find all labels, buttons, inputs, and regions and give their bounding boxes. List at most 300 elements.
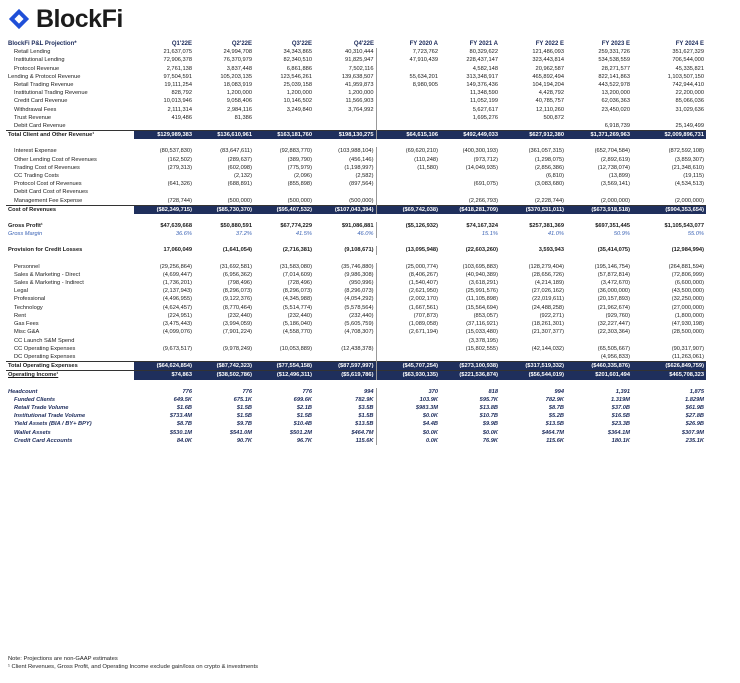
table-cell: 5,627,617: [472, 106, 498, 113]
table-cell: (1,198,997): [344, 164, 374, 171]
table-cell: 97,504,591: [163, 73, 192, 80]
table-cell: (2,716,381): [282, 247, 312, 254]
table-cell: 1,200,000: [348, 90, 374, 97]
table-cell: ($77,554,158): [254, 362, 314, 371]
table-cell: [254, 188, 314, 196]
table-cell: (9,673,517): [162, 345, 192, 352]
opex-row: [6, 295, 706, 303]
table-cell: 149,376,436: [466, 82, 498, 89]
table-cell: 25,149,499: [675, 123, 704, 130]
table-cell: (14,049,935): [465, 164, 498, 171]
table-cell: (2,892,619): [600, 156, 630, 163]
table-cell: (25,991,576): [465, 288, 498, 295]
table-cell: (232,440): [227, 312, 252, 319]
pl-projection-table: [6, 40, 706, 445]
table-cell: (2,132): [233, 173, 252, 180]
provision-row: [6, 246, 706, 254]
table-cell: 47,910,439: [376, 56, 440, 64]
revenue-row: [6, 81, 706, 89]
table-title: BlockFi P&L Projection*: [8, 41, 77, 47]
metric-row: [6, 437, 706, 445]
table-cell: 123,546,261: [280, 73, 312, 80]
table-cell: 3,593,943: [538, 247, 564, 254]
table-cell: [134, 172, 194, 180]
table-cell: [376, 230, 440, 238]
table-cell: 72,906,378: [163, 57, 192, 64]
revenue-row: [6, 114, 706, 122]
row-label: Sales & Marketing - Direct: [14, 271, 81, 278]
table-cell: (8,296,073): [344, 288, 374, 295]
table-cell: (128,279,404): [528, 263, 564, 270]
metric-row: [6, 388, 706, 396]
table-cell: 1,200,000: [286, 90, 312, 97]
table-cell: ($63,930,135): [376, 371, 440, 380]
table-cell: $983.3M: [376, 404, 440, 412]
table-cell: $4.4B: [376, 420, 440, 428]
table-cell: $37.0B: [611, 404, 630, 411]
table-cell: (21,348,610): [671, 164, 704, 171]
table-cell: (13,095,948): [376, 246, 440, 254]
table-cell: [376, 65, 440, 73]
row-label: Yield Assets (BIA / BY+ BPY): [14, 421, 92, 428]
table-cell: [314, 337, 376, 345]
table-cell: ($460,335,876): [566, 362, 632, 371]
row-label: Credit Card Revenue: [14, 98, 68, 105]
row-label: Funded Clients: [14, 396, 56, 403]
table-cell: [376, 197, 440, 206]
row-label: Trading Cost of Revenues: [14, 164, 80, 171]
table-cell: (4,534,513): [674, 181, 704, 188]
table-cell: 534,538,559: [598, 57, 630, 64]
table-cell: $5.2B: [548, 413, 564, 420]
opex-row: [6, 328, 706, 336]
table-cell: 76,370,979: [223, 57, 252, 64]
table-cell: 180.1K: [611, 437, 630, 444]
gross-margin-row: [6, 230, 706, 238]
column-header: FY 2023 E: [601, 41, 630, 47]
table-cell: 19,111,254: [164, 82, 192, 89]
table-cell: (728,744): [167, 197, 192, 204]
table-cell: 828,792: [171, 90, 192, 97]
spacer-row: [6, 255, 706, 263]
table-cell: (195,146,754): [594, 263, 630, 270]
table-cell: 11,348,590: [469, 90, 498, 97]
table-cell: (21,962,674): [597, 304, 630, 311]
row-label: Headcount: [8, 388, 38, 395]
table-cell: [566, 337, 632, 345]
table-cell: $13.5B: [545, 421, 564, 428]
table-cell: 7,723,762: [376, 48, 440, 56]
table-cell: 351,627,329: [672, 49, 704, 56]
table-cell: ($56,544,019): [500, 371, 566, 380]
table-cell: (27,000,000): [671, 304, 704, 311]
table-cell: ($904,353,654): [632, 205, 706, 214]
table-cell: (92,883,770): [279, 148, 312, 155]
table-cell: [376, 345, 440, 353]
table-cell: [254, 122, 314, 131]
table-cell: 41.5%: [295, 231, 312, 238]
opex-row: [6, 353, 706, 362]
brand-header: [8, 4, 123, 34]
table-cell: 3,249,840: [286, 106, 312, 113]
column-header: Q3'22E: [291, 41, 312, 47]
table-cell: (13,899): [608, 173, 630, 180]
table-cell: $13.5B: [355, 421, 374, 428]
table-cell: $541.0M: [229, 429, 252, 436]
table-cell: (2,000,000): [600, 197, 630, 204]
table-cell: (65,505,667): [597, 345, 630, 352]
table-cell: (872,592,108): [668, 148, 704, 155]
table-cell: (1,540,407): [376, 279, 440, 287]
table-cell: 34,343,865: [283, 49, 312, 56]
cost-row: [6, 188, 706, 196]
table-cell: (22,603,260): [465, 247, 498, 254]
table-cell: [376, 180, 440, 188]
table-cell: [500, 353, 566, 362]
table-cell: $364.1M: [607, 429, 630, 436]
revenue-row: [6, 56, 706, 64]
table-cell: (40,940,389): [465, 271, 498, 278]
table-cell: (6,600,000): [674, 280, 704, 287]
table-cell: 25,039,158: [283, 82, 312, 89]
table-cell: (289,637): [227, 156, 252, 163]
table-cell: [566, 188, 632, 196]
table-cell: 776: [302, 388, 312, 395]
revenue-row: [6, 122, 706, 131]
table-cell: 323,443,814: [532, 57, 564, 64]
table-cell: (5,514,774): [282, 304, 312, 311]
table-cell: (15,564,694): [465, 304, 498, 311]
table-cell: (9,108,671): [344, 247, 374, 254]
table-cell: (4,345,988): [282, 296, 312, 303]
table-cell: $1.5B: [236, 413, 252, 420]
table-cell: 1,391: [615, 388, 630, 395]
note-projections: Note: Projections are non-GAAP estimates: [8, 656, 118, 662]
table-cell: [314, 122, 376, 131]
table-cell: 1.319M: [611, 396, 630, 403]
row-label: Operating Income¹: [6, 371, 134, 380]
table-cell: (8,296,073): [222, 288, 252, 295]
table-cell: (12,984,994): [671, 247, 704, 254]
metric-row: [6, 420, 706, 428]
table-cell: 24,994,708: [223, 49, 252, 56]
table-cell: ($317,519,332): [500, 362, 566, 371]
row-label: Withdrawal Fees: [14, 106, 57, 113]
table-cell: $464.7M: [351, 429, 374, 436]
table-cell: 36.6%: [175, 231, 192, 238]
table-cell: $0.0K: [376, 412, 440, 420]
table-cell: (3,994,059): [222, 321, 252, 328]
metric-row: [6, 412, 706, 420]
table-cell: (2,000,000): [674, 197, 704, 204]
table-cell: [314, 353, 376, 362]
table-cell: (8,406,267): [376, 271, 440, 279]
table-cell: ($87,742,323): [194, 362, 254, 371]
table-cell: $1,371,269,963: [566, 131, 632, 140]
table-cell: (1,641,054): [222, 247, 252, 254]
table-cell: ($12,496,311): [254, 371, 314, 380]
table-cell: (389,790): [287, 156, 312, 163]
row-label: Other Lending Cost of Revenues: [14, 156, 97, 163]
table-cell: 55.0%: [687, 231, 704, 238]
table-cell: [632, 188, 706, 196]
table-cell: (31,583,080): [279, 263, 312, 270]
table-cell: ($273,100,938): [440, 362, 500, 371]
gross-profit-row: [6, 222, 706, 230]
table-cell: ($5,126,932): [376, 222, 440, 230]
table-cell: $201,601,494: [566, 371, 632, 380]
table-cell: $697,351,445: [595, 223, 630, 230]
table-cell: $61.9B: [685, 404, 704, 411]
column-header: FY 2021 A: [469, 41, 498, 47]
column-header: FY 2022 E: [535, 41, 564, 47]
table-cell: 4,582,148: [472, 65, 498, 72]
row-label: Gross Margin: [8, 231, 43, 238]
table-cell: (929,760): [605, 312, 630, 319]
table-cell: [566, 114, 632, 122]
table-cell: ($673,918,518): [566, 205, 632, 214]
table-cell: 12,110,260: [535, 106, 564, 113]
cost-row: [6, 156, 706, 164]
table-cell: (798,496): [227, 280, 252, 287]
row-label: Management Fee Expense: [14, 197, 83, 204]
opex-row: [6, 320, 706, 328]
table-cell: 91,825,947: [345, 57, 374, 64]
table-cell: (28,656,726): [531, 271, 564, 278]
table-cell: (25,000,774): [376, 263, 440, 271]
row-label: Professional: [14, 296, 46, 303]
table-cell: 46.0%: [357, 231, 374, 238]
table-cell: 649.5K: [173, 396, 192, 403]
table-cell: 776: [242, 388, 252, 395]
table-cell: $627,912,380: [500, 131, 566, 140]
table-cell: $1.5B: [358, 413, 374, 420]
table-cell: (9,986,308): [344, 271, 374, 278]
table-cell: 2,761,138: [166, 65, 192, 72]
table-cell: ($626,849,759): [632, 362, 706, 371]
table-cell: [314, 114, 376, 122]
table-cell: (69,620,210): [376, 147, 440, 155]
footnotes: [8, 655, 258, 671]
table-cell: ($418,281,709): [440, 205, 500, 214]
table-cell: 1,875: [689, 388, 704, 395]
table-cell: $0.0K: [376, 429, 440, 437]
spacer-row: [6, 238, 706, 246]
table-cell: (15,802,555): [465, 345, 498, 352]
column-header: FY 2024 E: [675, 41, 704, 47]
table-cell: 3,837,448: [226, 65, 252, 72]
table-cell: (641,326): [167, 181, 192, 188]
table-cell: $307.9M: [681, 429, 704, 436]
table-cell: 259,331,726: [598, 49, 630, 56]
cost-row: [6, 147, 706, 155]
table-cell: [134, 353, 194, 362]
table-cell: 41.0%: [547, 231, 564, 238]
table-cell: $27.8B: [685, 413, 704, 420]
table-cell: (18,261,301): [531, 321, 564, 328]
row-label: CC Launch S&M Spend: [14, 337, 75, 344]
table-cell: (775,979): [287, 164, 312, 171]
table-cell: ($64,624,854): [134, 362, 194, 371]
table-cell: (1,298,075): [534, 156, 564, 163]
revenue-row: [6, 97, 706, 105]
table-cell: 782.9K: [545, 396, 564, 403]
row-label: Misc G&A: [14, 329, 40, 336]
table-cell: 55,634,201: [376, 73, 440, 81]
table-cell: (12,438,378): [341, 345, 374, 352]
spacer-cell: [6, 380, 706, 388]
table-cell: [134, 337, 194, 345]
row-label: Institutional Lending: [14, 57, 65, 64]
table-cell: (3,859,307): [674, 156, 704, 163]
opex-row: [6, 337, 706, 345]
table-cell: (3,472,670): [600, 280, 630, 287]
table-cell: [440, 353, 500, 362]
table-cell: (31,692,581): [219, 263, 252, 270]
table-cell: (2,582): [355, 173, 374, 180]
table-cell: 31,029,636: [675, 106, 704, 113]
table-cell: (7,901,224): [222, 329, 252, 336]
table-cell: $91,086,881: [341, 223, 374, 230]
table-cell: (691,075): [473, 181, 498, 188]
opex-row: [6, 279, 706, 287]
table-cell: (855,898): [287, 181, 312, 188]
table-cell: (6,810): [545, 173, 564, 180]
table-cell: (5,578,564): [344, 304, 374, 311]
table-cell: (80,537,830): [159, 148, 192, 155]
opex-row: [6, 271, 706, 279]
table-cell: $1,105,543,077: [664, 223, 704, 230]
table-cell: (279,313): [167, 164, 192, 171]
table-cell: 115.6K: [355, 437, 374, 444]
table-cell: (500,000): [349, 197, 374, 204]
table-cell: $9.7B: [236, 421, 252, 428]
table-cell: 96.7K: [296, 437, 312, 444]
table-cell: ($95,407,532): [254, 205, 314, 214]
table-cell: [376, 188, 440, 196]
table-cell: (6,956,362): [222, 271, 252, 278]
spacer-row: [6, 380, 706, 388]
opex-row: [6, 312, 706, 320]
table-cell: (3,618,291): [468, 280, 498, 287]
table-cell: (3,569,141): [600, 181, 630, 188]
row-label: Protocol Cost of Revenues: [14, 181, 82, 188]
table-cell: (32,227,447): [597, 321, 630, 328]
table-cell: 465,892,494: [532, 73, 564, 80]
table-cell: 90.7K: [236, 437, 252, 444]
table-cell: (4,624,457): [162, 304, 192, 311]
metric-row: [6, 396, 706, 404]
table-cell: [440, 172, 500, 180]
table-cell: (22,019,611): [532, 296, 564, 303]
table-cell: (2,096): [293, 173, 312, 180]
row-label: Credit Card Accounts: [14, 437, 73, 444]
table-cell: [376, 353, 440, 362]
cost-row: [6, 180, 706, 188]
table-cell: (12,738,074): [597, 164, 630, 171]
table-cell: [376, 89, 440, 97]
table-cell: $464.7M: [541, 429, 564, 436]
table-cell: (11,263,061): [672, 353, 704, 360]
table-cell: (232,440): [349, 312, 374, 319]
table-cell: 103.9K: [376, 396, 440, 404]
table-cell: [134, 122, 194, 131]
table-cell: (2,671,194): [376, 328, 440, 336]
table-cell: (90,317,907): [671, 345, 704, 352]
table-cell: (4,496,955): [162, 296, 192, 303]
table-cell: $163,181,760: [254, 131, 314, 140]
table-cell: (2,266,793): [468, 197, 498, 204]
table-cell: [254, 353, 314, 362]
table-cell: (2,002,170): [376, 295, 440, 303]
table-cell: (1,736,201): [162, 280, 192, 287]
table-cell: 105,203,135: [220, 73, 252, 80]
table-cell: 500,872: [543, 114, 564, 121]
spacer-cell: [6, 214, 706, 222]
spacer-cell: [6, 255, 706, 263]
table-cell: [254, 337, 314, 345]
table-cell: [254, 114, 314, 122]
table-cell: 76.9K: [482, 437, 498, 444]
table-cell: 742,944,410: [672, 82, 704, 89]
table-cell: 699.6K: [293, 396, 312, 403]
revenue-row: [6, 73, 706, 81]
table-cell: (29,256,864): [159, 263, 192, 270]
table-cell: $23.3B: [611, 421, 630, 428]
note-exclusions: ¹ Client Revenues, Gross Profit, and Operating Income exclude gain/loss on crypto & investments: [8, 664, 259, 670]
table-cell: 313,348,917: [466, 73, 498, 80]
row-label: Cost of Revenues: [6, 205, 134, 214]
table-cell: (1,800,000): [674, 312, 704, 319]
table-cell: ($85,730,370): [194, 205, 254, 214]
table-cell: (1,667,561): [376, 304, 440, 312]
table-cell: 17,060,049: [163, 247, 192, 254]
row-label: CC Trading Costs: [14, 173, 59, 180]
table-cell: 2,111,314: [167, 106, 192, 113]
table-cell: [500, 337, 566, 345]
table-cell: $1.5B: [296, 413, 312, 420]
table-cell: [632, 114, 706, 122]
table-cell: 20,962,587: [535, 65, 564, 72]
table-cell: (103,988,104): [338, 148, 374, 155]
revenue-row: [6, 89, 706, 97]
table-cell: (27,026,162): [531, 288, 564, 295]
table-cell: (9,122,376): [222, 296, 252, 303]
table-cell: (43,500,000): [671, 288, 704, 295]
table-cell: 706,544,000: [672, 57, 704, 64]
table-cell: $67,774,229: [280, 223, 312, 230]
row-label: Debit Card Revenue: [14, 123, 66, 130]
table-cell: 11,566,903: [345, 98, 374, 105]
table-cell: 22,200,000: [675, 90, 704, 97]
table-cell: 139,638,507: [341, 73, 374, 80]
row-label: Retail Lending: [14, 49, 51, 56]
table-cell: (4,214,189): [534, 280, 564, 287]
table-cell: 41,959,873: [345, 82, 374, 89]
table-cell: (42,144,032): [531, 345, 564, 352]
table-cell: (728,496): [287, 280, 312, 287]
table-cell: (4,099,076): [162, 329, 192, 336]
table-cell: $8.7B: [176, 421, 192, 428]
cost-row: [6, 164, 706, 172]
table-cell: $257,381,369: [529, 223, 564, 230]
table-cell: 1.829M: [685, 396, 704, 403]
table-cell: 13,200,000: [601, 90, 630, 97]
table-cell: 1,200,000: [226, 90, 252, 97]
table-cell: (456,146): [349, 156, 374, 163]
table-cell: 3,764,992: [348, 106, 374, 113]
table-cell: (500,000): [287, 197, 312, 204]
